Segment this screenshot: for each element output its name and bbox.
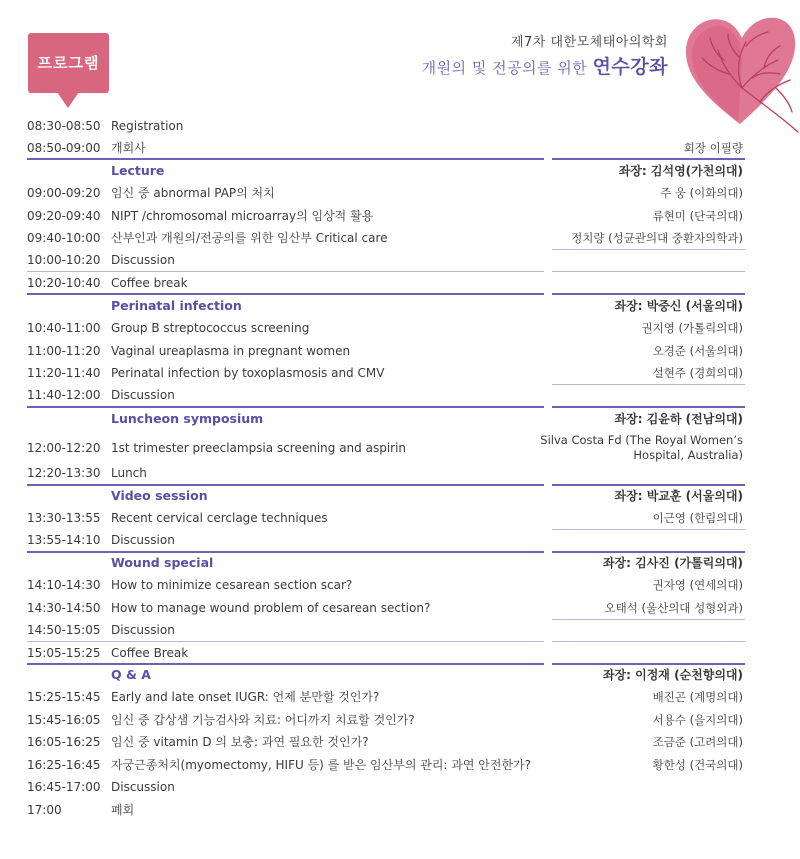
- row-title: Discussion: [111, 533, 175, 547]
- schedule-row: [0, 249, 800, 271]
- row-title: Discussion: [111, 253, 175, 267]
- session-title: Lecture: [111, 163, 165, 178]
- row-time: 17:00: [27, 803, 62, 817]
- schedule-row: [0, 137, 800, 159]
- session-title: Wound special: [111, 555, 214, 570]
- session-chair: 좌장: 김석영(가천의대): [618, 164, 743, 178]
- schedule-row: [0, 317, 800, 339]
- row-title: 임신 중 vitamin D 의 보충: 과연 필요한 것인가?: [111, 735, 369, 749]
- row-time: 11:20-11:40: [27, 366, 101, 380]
- row-title: Discussion: [111, 623, 175, 637]
- row-time: 11:40-12:00: [27, 388, 101, 402]
- row-speaker: 정치량 (성균관의대 중환자의학과): [571, 231, 743, 245]
- row-speaker: 이근영 (한림의대): [652, 511, 743, 525]
- row-speaker-line: Silva Costa Fd (The Royal Women’s: [540, 433, 743, 447]
- schedule-row: [0, 776, 800, 798]
- row-time: 15:25-15:45: [27, 690, 101, 704]
- course-title-accent: 연수강좌: [592, 56, 668, 78]
- row-time: 16:25-16:45: [27, 758, 101, 772]
- row-time: 10:20-10:40: [27, 276, 101, 290]
- session-title: Luncheon symposium: [111, 411, 264, 426]
- schedule-row: [0, 430, 800, 466]
- row-title: Coffee Break: [111, 646, 189, 660]
- society-title: 제7차 대한모체태아의학회: [510, 35, 668, 50]
- row-title: 개회사: [111, 141, 146, 155]
- row-speaker: 주 웅 (이화의대): [660, 186, 743, 200]
- row-time: 14:10-14:30: [27, 578, 101, 592]
- course-title-prefix: 개원의 및 전공의를 위한: [421, 59, 588, 77]
- schedule-row: [0, 227, 800, 249]
- program-badge-pointer: [57, 92, 79, 108]
- row-time: 13:55-14:10: [27, 533, 101, 547]
- session-chair: 좌장: 김사진 (가톨릭의대): [602, 556, 743, 570]
- schedule-row: [0, 205, 800, 227]
- schedule-row: [0, 362, 800, 384]
- row-time: 14:50-15:05: [27, 623, 101, 637]
- row-speaker: 서용수 (을지의대): [652, 713, 743, 727]
- session-header-row: [0, 485, 800, 507]
- session-chair: 좌장: 이정재 (순천향의대): [602, 668, 743, 682]
- row-speaker: 황한성 (건국의대): [652, 758, 743, 772]
- row-speaker: 조금준 (고려의대): [652, 735, 743, 749]
- row-time: 10:40-11:00: [27, 321, 101, 335]
- row-speaker: [540, 433, 743, 463]
- row-time: 08:50-09:00: [27, 141, 101, 155]
- row-speaker: 권자영 (연세의대): [652, 578, 743, 592]
- session-chair: 좌장: 박교훈 (서울의대): [614, 489, 743, 503]
- session-header-row: [0, 408, 800, 430]
- session-chair: 좌장: 박중신 (서울의대): [614, 299, 743, 313]
- session-header-row: [0, 295, 800, 317]
- row-title: 폐회: [111, 803, 135, 817]
- row-title: 자궁근종처치(myomectomy, HIFU 등) 를 받은 임산부의 관리: 과연 안전한가?: [111, 758, 532, 772]
- schedule-row: [0, 731, 800, 753]
- row-title: 임신 중 abnormal PAP의 처치: [111, 186, 275, 200]
- session-title: Perinatal infection: [111, 298, 242, 313]
- schedule-row: [0, 686, 800, 708]
- row-title: How to minimize cesarean section scar?: [111, 578, 353, 592]
- schedule-row: [0, 462, 800, 484]
- row-time: 12:20-13:30: [27, 466, 101, 480]
- row-time: 16:45-17:00: [27, 780, 101, 794]
- schedule-row: [0, 642, 800, 664]
- row-speaker: 회장 이필량: [683, 141, 743, 155]
- row-title: 산부인과 개원의/전공의를 위한 임산부 Critical care: [111, 231, 388, 245]
- row-speaker: 배진곤 (계명의대): [652, 690, 743, 704]
- row-time: 08:30-08:50: [27, 119, 101, 133]
- row-time: 09:20-09:40: [27, 209, 101, 223]
- row-title: Discussion: [111, 780, 175, 794]
- row-title: NIPT /chromosomal microarray의 임상적 활용: [111, 209, 374, 223]
- session-title: Video session: [111, 488, 208, 503]
- schedule-row: [0, 507, 800, 529]
- row-title: 임신 중 갑상샘 기능검사와 치료: 어디까지 치료할 것인가?: [111, 713, 415, 727]
- session-header-row: [0, 552, 800, 574]
- row-time: 14:30-14:50: [27, 601, 101, 615]
- row-title: Registration: [111, 119, 184, 133]
- row-time: 15:05-15:25: [27, 646, 101, 660]
- row-title: How to manage wound problem of cesarean section?: [111, 601, 431, 615]
- row-time: 11:00-11:20: [27, 344, 101, 358]
- session-chair: 좌장: 김윤하 (전남의대): [614, 412, 743, 426]
- row-speaker: 오태석 (울산의대 성형외과): [604, 601, 743, 615]
- schedule-row: [0, 384, 800, 406]
- row-speaker-line: Hospital, Australia): [633, 448, 743, 462]
- schedule-row: [0, 709, 800, 731]
- row-time: 15:45-16:05: [27, 713, 101, 727]
- schedule-row: [0, 182, 800, 204]
- schedule-row: [0, 340, 800, 362]
- row-speaker: 류현미 (단국의대): [652, 209, 743, 223]
- row-time: 13:30-13:55: [27, 511, 101, 525]
- row-time: 09:00-09:20: [27, 186, 101, 200]
- session-header-row: [0, 664, 800, 686]
- row-time: 10:00-10:20: [27, 253, 101, 267]
- row-title: Perinatal infection by toxoplasmosis and CMV: [111, 366, 385, 380]
- row-time: 12:00-12:20: [27, 441, 101, 455]
- course-title: [422, 52, 668, 79]
- schedule-row: [0, 115, 800, 137]
- row-time: 09:40-10:00: [27, 231, 101, 245]
- row-speaker: 권지영 (가톨릭의대): [641, 321, 743, 335]
- session-title: Q & A: [111, 667, 151, 682]
- row-title: Lunch: [111, 466, 147, 480]
- schedule-row: [0, 272, 800, 294]
- row-title: Recent cervical cerclage techniques: [111, 511, 328, 525]
- schedule-row: [0, 619, 800, 641]
- row-title: Early and late onset IUGR: 언제 분만할 것인가?: [111, 690, 380, 704]
- schedule-row: [0, 529, 800, 551]
- row-speaker: 오경준 (서울의대): [652, 344, 743, 358]
- row-title: Discussion: [111, 388, 175, 402]
- schedule-row: [0, 574, 800, 596]
- row-speaker: 설현주 (경희의대): [652, 366, 743, 380]
- schedule-row: [0, 597, 800, 619]
- row-title: Vaginal ureaplasma in pregnant women: [111, 344, 351, 358]
- session-header-row: [0, 160, 800, 182]
- program-badge-label: 프로그램: [37, 54, 100, 72]
- schedule-row: [0, 799, 800, 821]
- schedule-row: [0, 754, 800, 776]
- row-time: 16:05-16:25: [27, 735, 101, 749]
- row-title: 1st trimester preeclampsia screening and aspirin: [111, 441, 407, 455]
- row-title: Group B streptococcus screening: [111, 321, 310, 335]
- row-title: Coffee break: [111, 276, 188, 290]
